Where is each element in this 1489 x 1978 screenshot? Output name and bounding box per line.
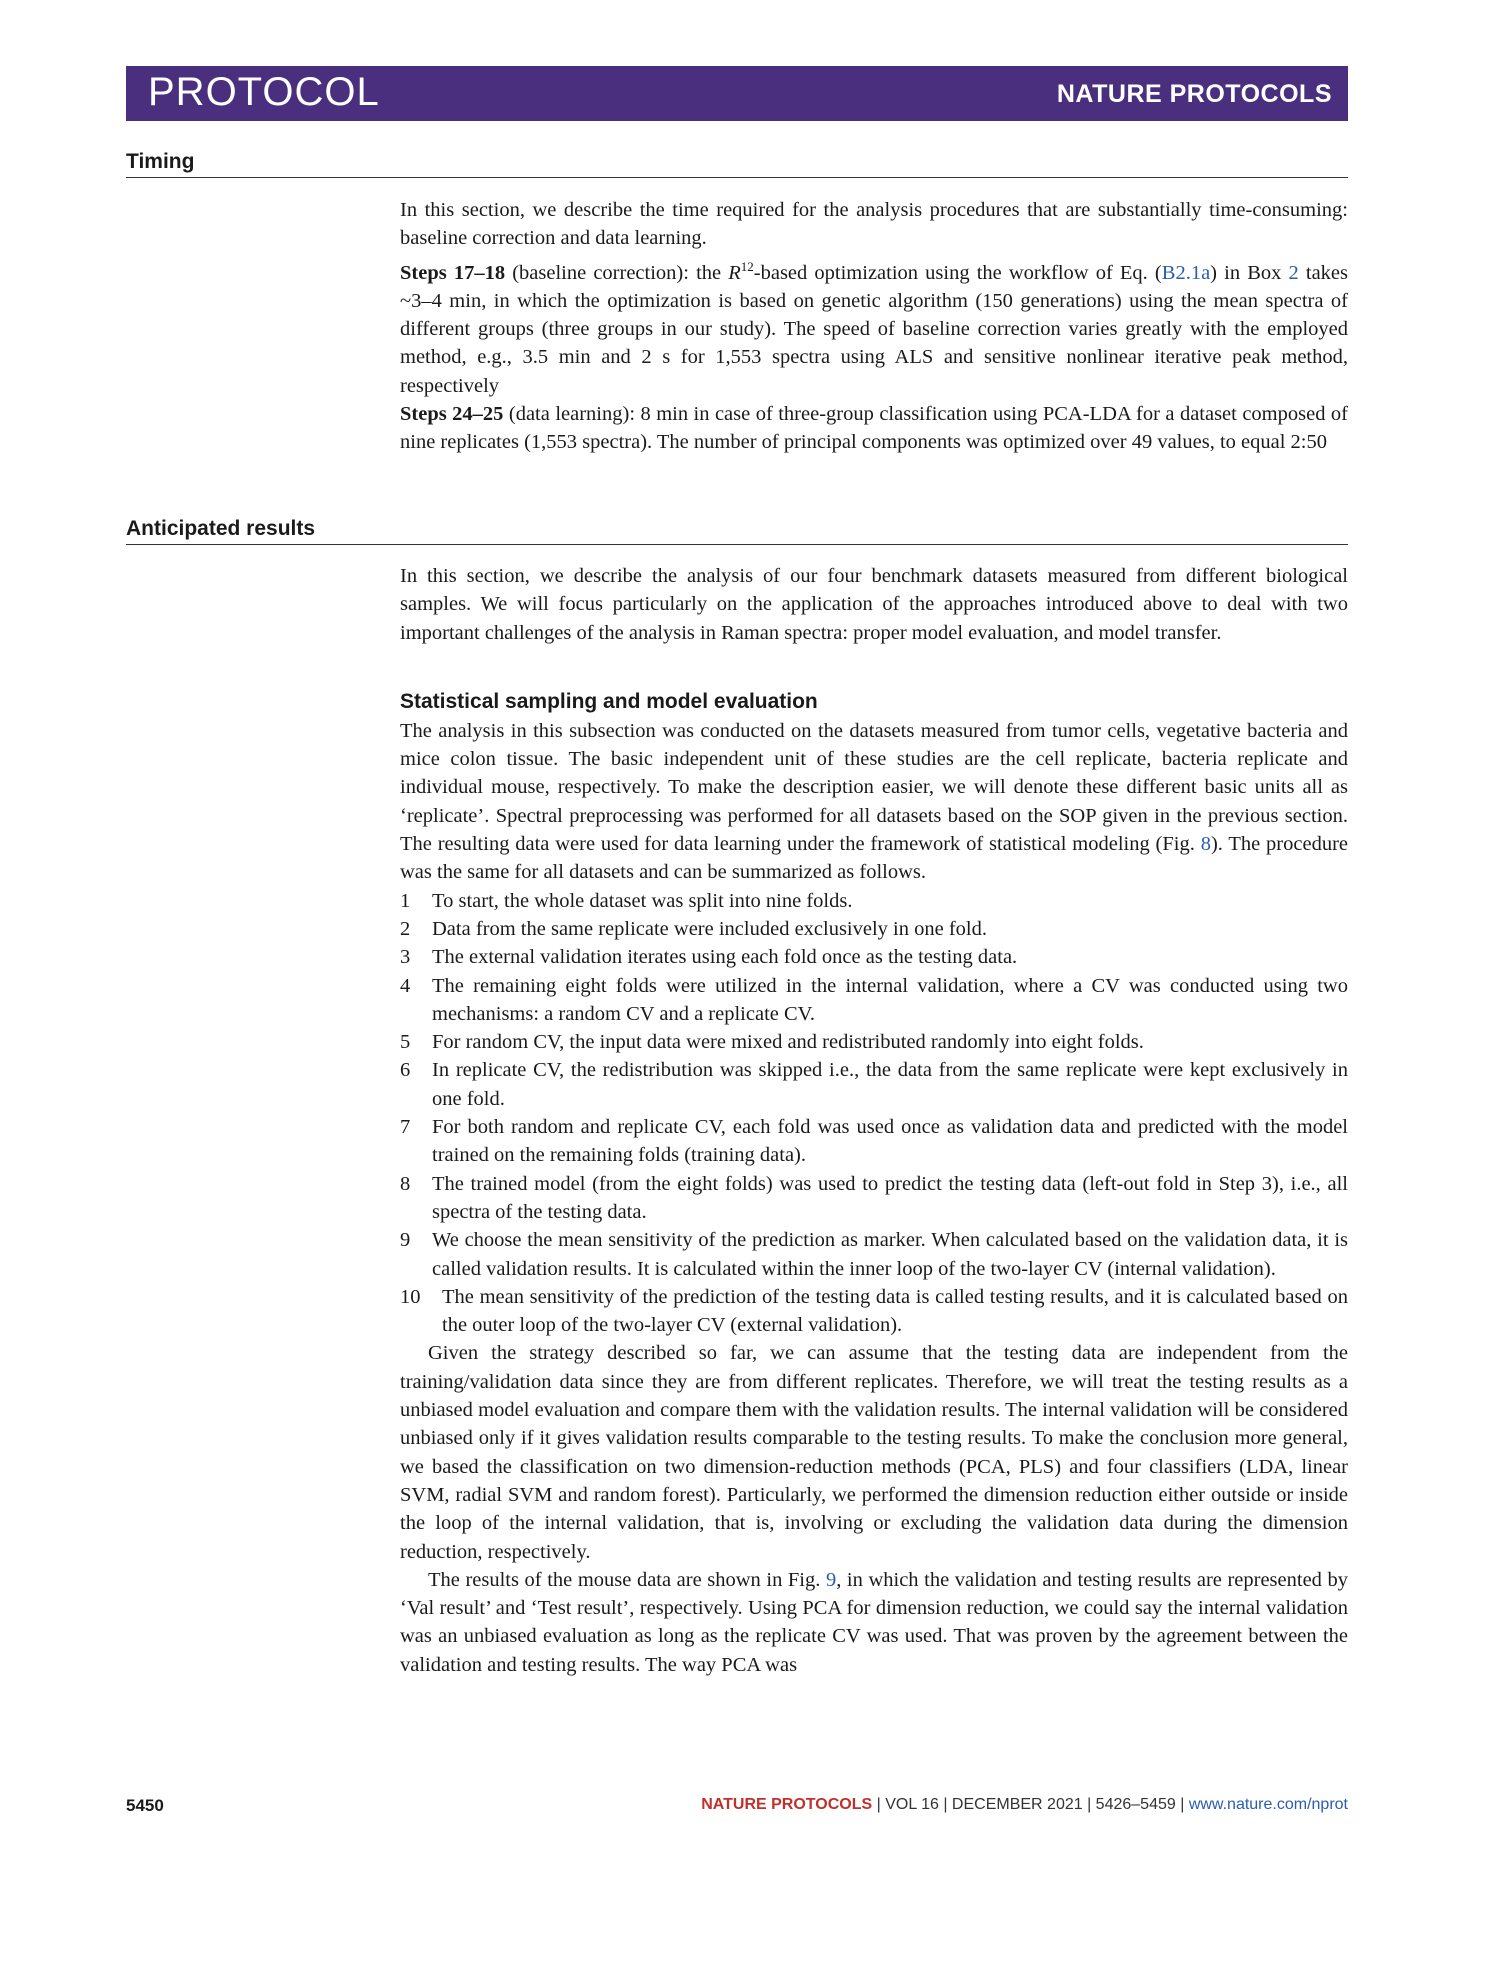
figure-link[interactable]: 8	[1200, 833, 1211, 856]
timing-steps-24-25: Steps 24–25 (data learning): 8 min in case of three-group classification using PCA-LDA for a dataset composed of nine replicates (1,553 spectra). The number of principal components was optimized over 49 values, to equal 2:50	[400, 402, 1348, 454]
journal-url-link[interactable]: www.nature.com/nprot	[1188, 1796, 1348, 1813]
timing-body	[400, 196, 1348, 457]
timing-intro: In this section, we describe the time required for the analysis procedures that are substantially time-consuming: baseline correction and data learning.	[400, 199, 1348, 250]
list-item: 10 The mean sensitivity of the prediction of the testing data is called testing results, and it is calculated based on the outer loop of the two-layer CV (external validation).	[400, 1285, 1348, 1337]
steps-label: Steps 17–18	[400, 261, 506, 284]
equation-link[interactable]: B2.1a	[1161, 261, 1211, 284]
timing-steps-17-18: Steps 17–18 (baseline correction): the $R^{12}$-based optimization using the workflow of Eq. (B2.1a) in Box 2 takes ~3–4 min, in which the optimization is based on genetic algorithm (150 generations) using the mean spectra of different groups (three groups in our study). The speed of baseline correction varies greatly with the employed method, e.g., 3.5 min and 2 s for 1,553 spectra using ALS and sensitive nonlinear iterative peak method, respectively	[400, 258, 1348, 397]
journal-name-header: NATURE PROTOCOLS	[1056, 80, 1332, 108]
article-type-label: PROTOCOL	[148, 70, 380, 114]
steps-label: Steps 24–25	[400, 402, 504, 425]
paragraph-results: The results of the mouse data are shown in Fig. 9, in which the validation and testing results are represented by ‘Val result’ and ‘Test result’, respectively. Using PCA for dimension reduction, we could say the internal validation was an unbiased evaluation as long as the replicate CV was used. That was proven by the agreement between the validation and testing results. The way PCA was	[400, 1568, 1348, 1676]
list-item: 2 Data from the same replicate were included exclusively in one fold.	[400, 917, 987, 940]
footer-citation: NATURE PROTOCOLS | VOL 16 | DECEMBER 2021 | 5426–5459 | www.nature.com/nprot	[701, 1796, 1348, 1813]
paragraph-strategy: Given the strategy described so far, we can assume that the testing data are independent from the training/validation data since they are from different replicates. Therefore, we will treat the testing results as a unbiased model evaluation and compare them with the validation results. The internal validation will be considered unbiased only if it gives validation results comparable to the testing results. To make the conclusion more general, we based the classification on two dimension-reduction methods (PCA, PLS) and four classifiers (LDA, linear SVM, radial SVM and random forest). Particularly, we performed the dimension reduction either outside or inside the loop of the internal validation, that is, involving or excluding the validation data during the dimension reduction, respectively.	[400, 1342, 1348, 1563]
procedure-list	[400, 887, 1348, 1340]
header-banner	[126, 66, 1348, 121]
box-link[interactable]: 2	[1288, 261, 1299, 284]
subsection-heading: Statistical sampling and model evaluation	[400, 689, 818, 713]
list-item: 1 To start, the whole dataset was split into nine folds.	[400, 889, 853, 912]
anticipated-intro: In this section, we describe the analysis of our four benchmark datasets measured from different biological samples. We will focus particularly on the application of the approaches introduced above to deal with two important challenges of the analysis in Raman spectra: proper model evaluation, and model transfer.	[400, 565, 1348, 644]
anticipated-body	[400, 562, 1348, 1679]
paragraph-procedure: The analysis in this subsection was conducted on the datasets measured from tumor cells, vegetative bacteria and mice colon tissue. The basic independent unit of these studies are the cell replicate, bacteria replicate and individual mouse, respectively. To make the description easier, we will denote these different basic units all as ‘replicate’. Spectral preprocessing was performed for all datasets based on the SOP given in the previous section. The resulting data were used for data learning under the framework of statistical modeling (Fig. 8). The procedure was the same for all datasets and can be summarized as follows.	[400, 719, 1348, 884]
section-heading-anticipated-results: Anticipated results	[126, 517, 1348, 545]
list-item: 6 In replicate CV, the redistribution was skipped i.e., the data from the same replicate were kept exclusively in one fold.	[400, 1059, 1348, 1110]
section-heading-timing: Timing	[126, 150, 1348, 178]
list-item: 3 The external validation iterates using each fold once as the testing data.	[400, 946, 1018, 969]
list-item: 7 For both random and replicate CV, each fold was used once as validation data and predicted with the model trained on the remaining folds (training data).	[400, 1116, 1348, 1167]
list-item: 8 The trained model (from the eight folds) was used to predict the testing data (left-out fold in Step 3), i.e., all spectra of the testing data.	[400, 1172, 1348, 1223]
list-item: 4 The remaining eight folds were utilized in the internal validation, where a CV was conducted using two mechanisms: a random CV and a replicate CV.	[400, 974, 1348, 1025]
list-item: 5 For random CV, the input data were mixed and redistributed randomly into eight folds.	[400, 1031, 1144, 1054]
page-number: 5450	[126, 1796, 164, 1815]
figure-link[interactable]: 9	[825, 1568, 837, 1591]
footer-journal: NATURE PROTOCOLS	[701, 1796, 873, 1813]
list-item: 9 We choose the mean sensitivity of the prediction as marker. When calculated based on the validation data, it is called validation results. It is calculated within the inner loop of the two-layer CV (internal validation).	[400, 1229, 1348, 1280]
